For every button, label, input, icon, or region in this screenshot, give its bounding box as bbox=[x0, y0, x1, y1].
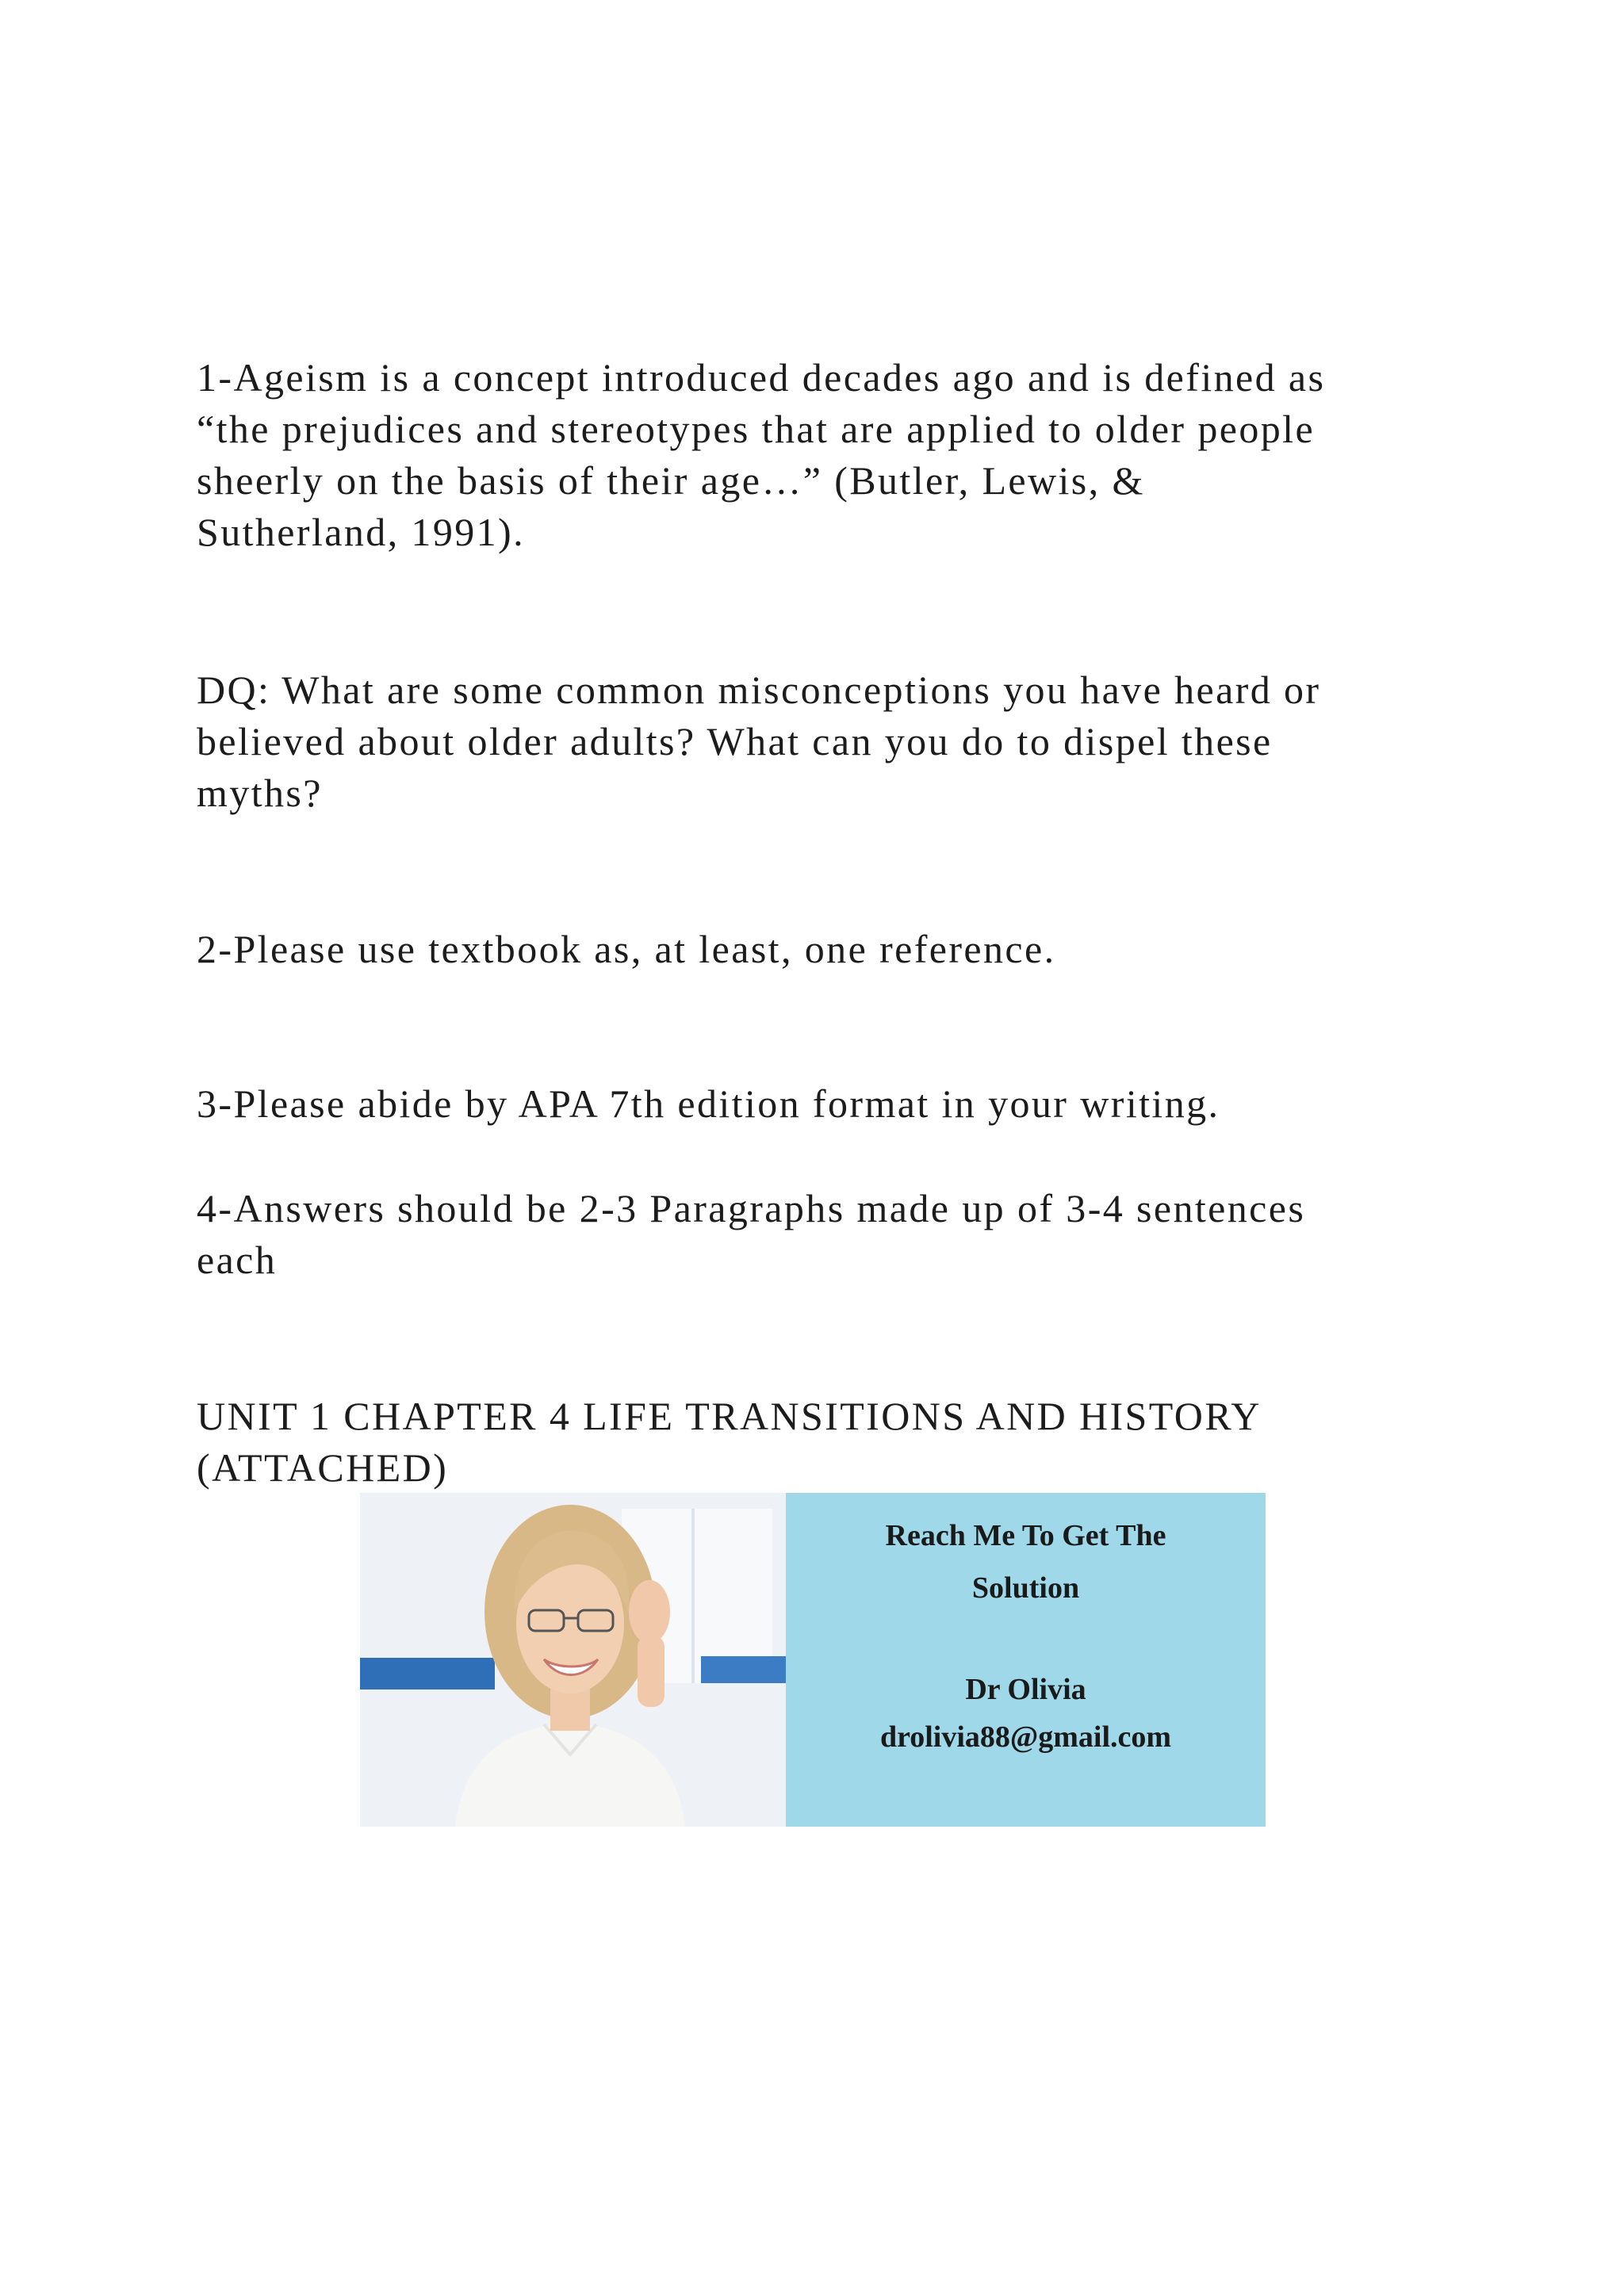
promo-headline-cont: Solution bbox=[971, 1571, 1080, 1605]
contact-panel bbox=[786, 1493, 1266, 1827]
paragraph-unit-chapter: UNIT 1 CHAPTER 4 LIFE TRANSITIONS AND HISTORY (ATTACHED) bbox=[197, 1394, 1262, 1490]
paragraph-answer-length: 4-Answers should be 2-3 Paragraphs made up of 3-4 sentences each bbox=[197, 1186, 1306, 1282]
woman-with-glasses-icon bbox=[360, 1493, 786, 1827]
woman-photo bbox=[360, 1493, 786, 1827]
paragraph-ageism-definition: 1-Ageism is a concept introduced decades ago and is defined as “the prejudices and stereotypes that are applied to older people sheerly on the basis of their age…” (Butler, Lewis, & Sutherland, 1991). bbox=[197, 355, 1326, 554]
paragraph-apa-format: 3-Please abide by APA 7th edition format in your writing. bbox=[197, 1081, 1220, 1126]
promo-banner bbox=[360, 1493, 1266, 1827]
promo-headline: Reach Me To Get The bbox=[885, 1519, 1166, 1552]
contact-name: Dr Olivia bbox=[965, 1673, 1086, 1706]
contact-email: drolivia88@gmail.com bbox=[879, 1720, 1172, 1754]
paragraph-discussion-question: DQ: What are some common misconceptions you have heard or believed about older adults? What can you do to dispel these myths? bbox=[197, 668, 1321, 815]
paragraph-textbook-reference: 2-Please use textbook as, at least, one reference. bbox=[197, 927, 1056, 971]
